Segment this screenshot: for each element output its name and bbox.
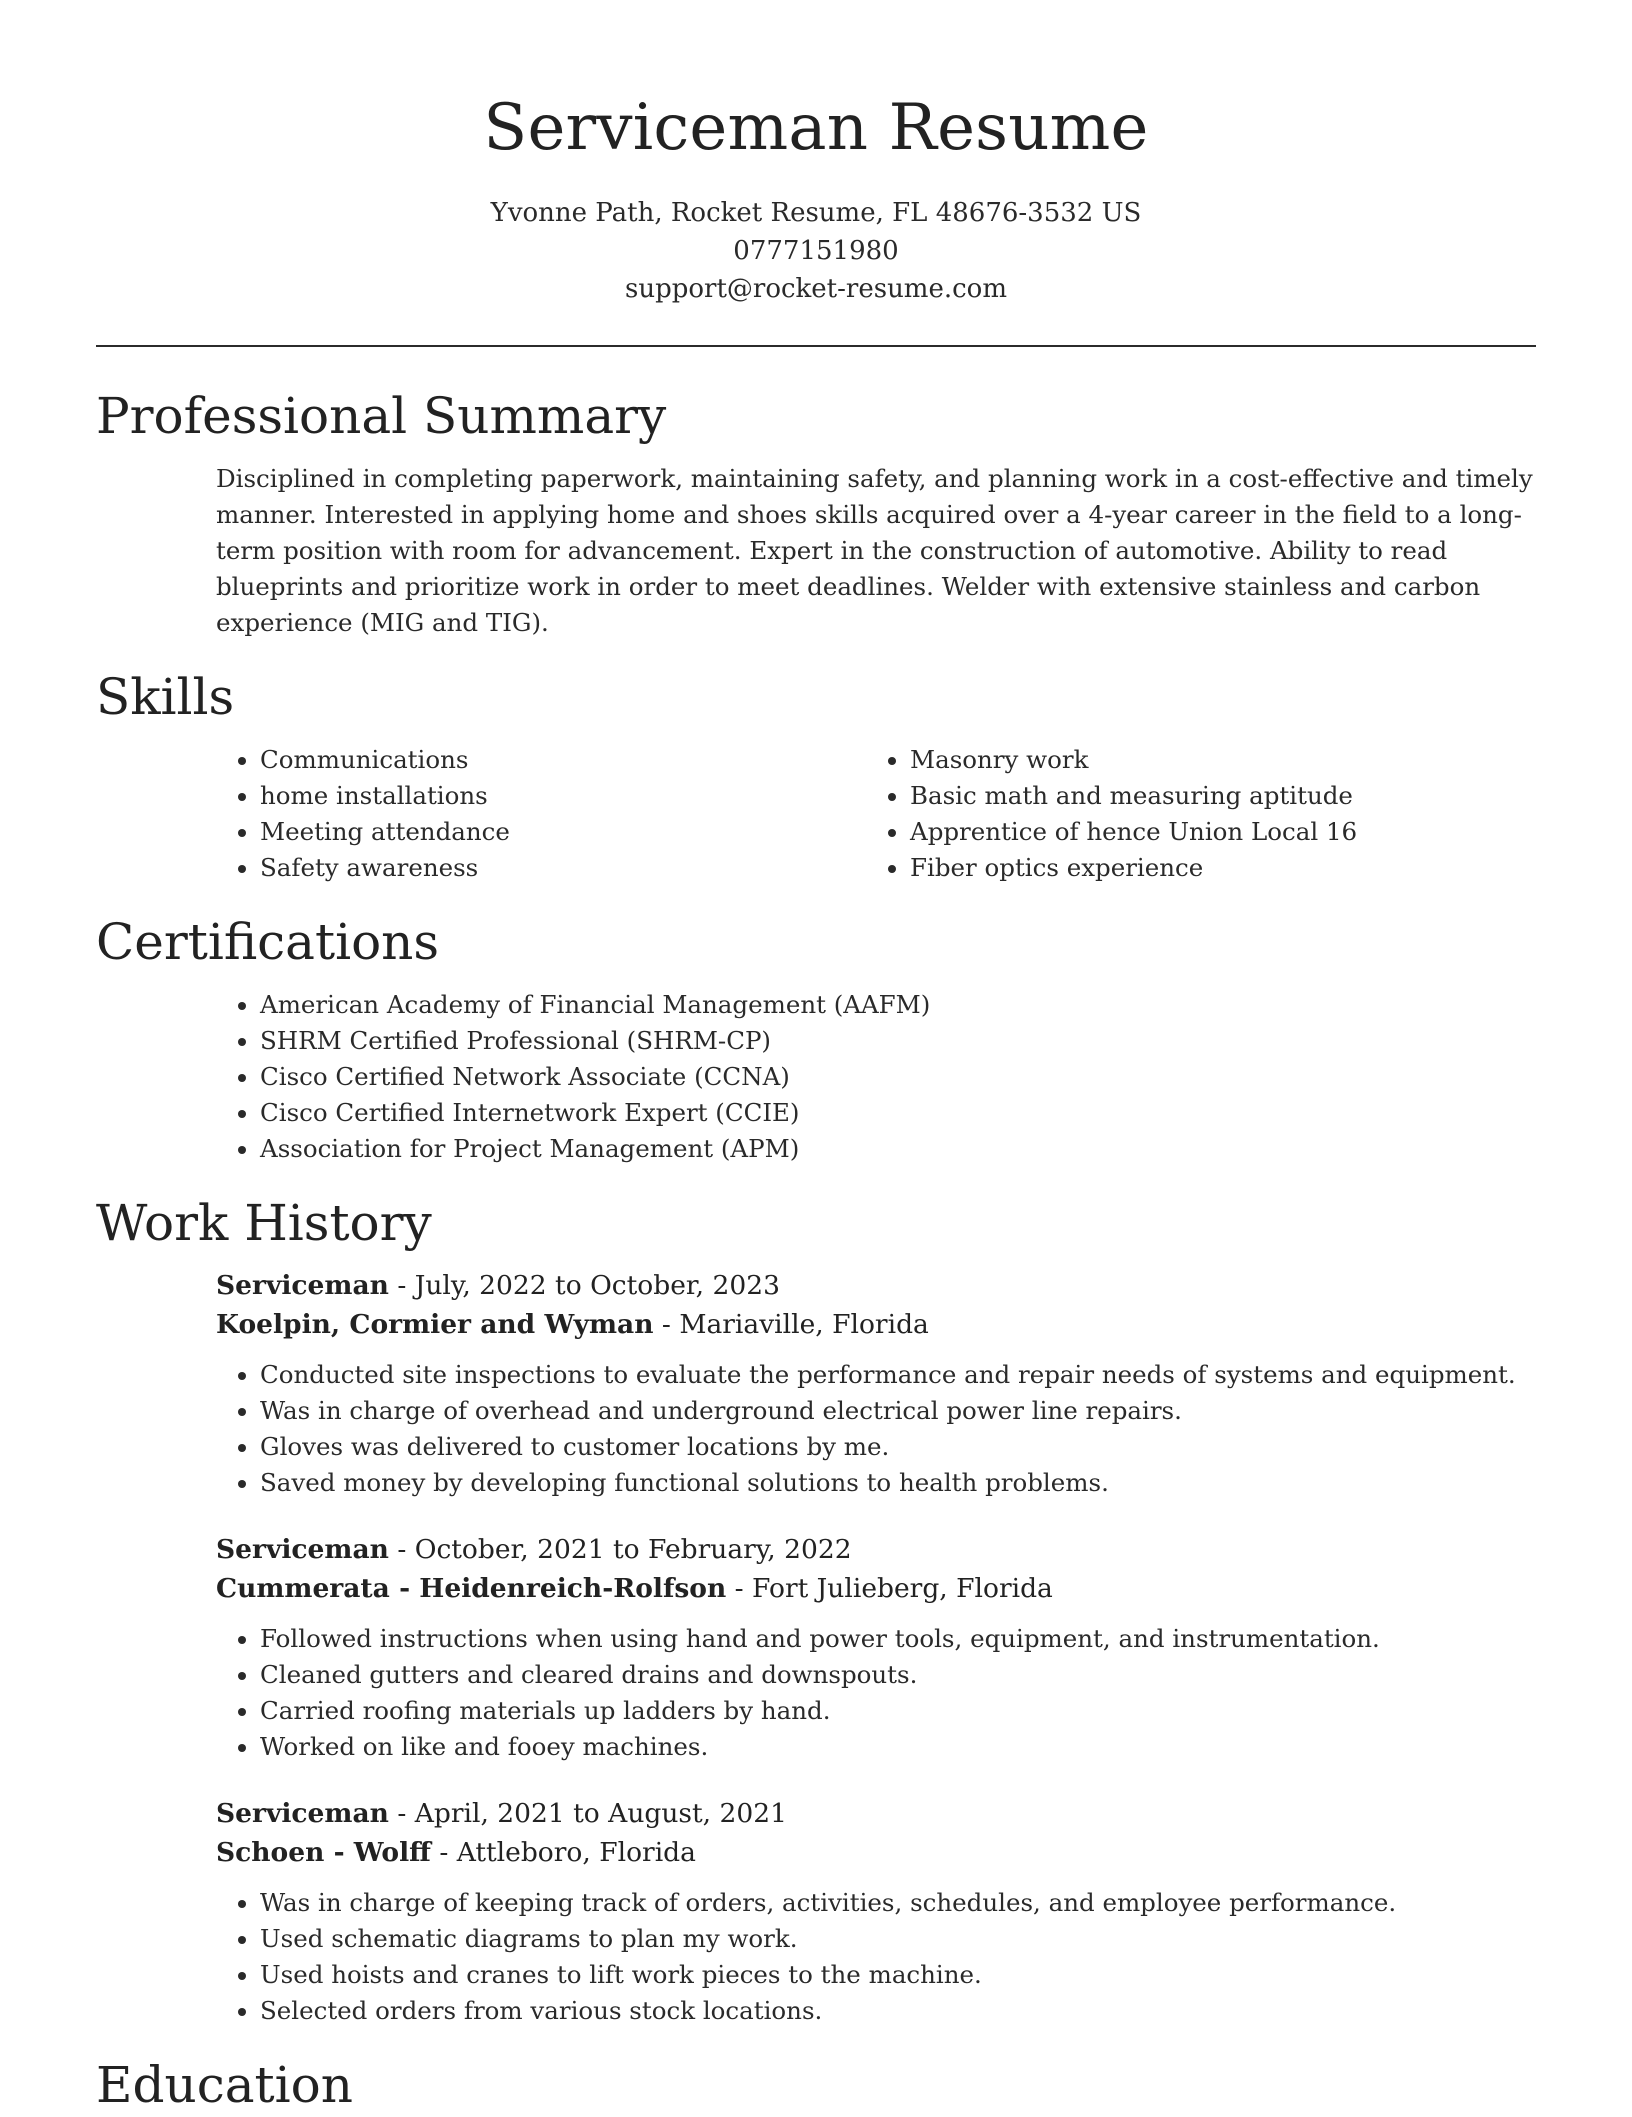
skills-heading: Skills <box>96 668 235 726</box>
education-heading: Education <box>96 2056 353 2114</box>
resume-title: Serviceman Resume <box>483 91 1149 165</box>
skill-item: • Communications <box>260 742 866 778</box>
skills-column-left <box>216 742 866 886</box>
skill-item: • Safety awareness <box>260 850 866 886</box>
job-company: Cummerata - Heidenreich-Rolfson <box>216 1573 727 1604</box>
job-separator: - <box>388 1798 415 1829</box>
contact-address: Yvonne Path, Rocket Resume, FL 48676-3532 US <box>490 198 1142 228</box>
contact-phone: 0777151980 <box>733 236 899 266</box>
job-company: Koelpin, Cormier and Wyman <box>216 1309 654 1340</box>
job-bullet: • Was in charge of keeping track of orders, activities, schedules, and employee performance. <box>260 1885 1536 1921</box>
certifications-heading: Certifications <box>96 913 440 971</box>
resume-page <box>96 0 1536 2117</box>
summary-section <box>96 384 1536 641</box>
job-bullets <box>216 1885 1536 2029</box>
job-location: Mariaville, Florida <box>679 1309 929 1340</box>
job-separator: - <box>430 1837 457 1868</box>
job-title-line <box>216 1267 1536 1305</box>
job-location: Fort Julieberg, Florida <box>752 1573 1053 1604</box>
certification-item: • SHRM Certified Professional (SHRM-CP) <box>260 1023 1536 1059</box>
certifications-list <box>216 987 1536 1167</box>
skill-item: • Masonry work <box>910 742 1516 778</box>
job-bullet: • Was in charge of overhead and underground electrical power line repairs. <box>260 1393 1536 1429</box>
job-entry <box>216 1795 1536 2029</box>
job-role: Serviceman <box>216 1270 389 1301</box>
job-company: Schoen - Wolff <box>216 1837 431 1868</box>
job-company-line <box>216 1305 1536 1345</box>
certifications-section <box>96 910 1536 1167</box>
certification-item: • American Academy of Financial Management (AAFM) <box>260 987 1536 1023</box>
skill-item: • Meeting attendance <box>260 814 866 850</box>
job-bullet: • Worked on like and fooey machines. <box>260 1729 1536 1765</box>
job-role: Serviceman <box>216 1534 389 1565</box>
work-history-heading: Work History <box>96 1194 432 1252</box>
job-dates: April, 2021 to August, 2021 <box>414 1798 787 1829</box>
skills-grid <box>216 742 1536 886</box>
job-dates: October, 2021 to February, 2022 <box>414 1534 852 1565</box>
contact-email: support@rocket-resume.com <box>624 274 1007 304</box>
job-bullets <box>216 1357 1536 1501</box>
job-location: Attleboro, Florida <box>456 1837 696 1868</box>
header-divider <box>96 345 1536 347</box>
summary-heading: Professional Summary <box>96 387 667 445</box>
work-history-section <box>96 1191 1536 2029</box>
skill-item: • Basic math and measuring aptitude <box>910 778 1516 814</box>
job-bullet: • Selected orders from various stock locations. <box>260 1993 1536 2029</box>
job-bullet: • Carried roofing materials up ladders by hand. <box>260 1693 1536 1729</box>
job-company-line <box>216 1833 1536 1873</box>
job-dates: July, 2022 to October, 2023 <box>414 1270 780 1301</box>
job-bullet: • Followed instructions when using hand and power tools, equipment, and instrumentation. <box>260 1621 1536 1657</box>
resume-header <box>96 0 1536 308</box>
job-bullet: • Conducted site inspections to evaluate the performance and repair needs of systems and equipment. <box>260 1357 1536 1393</box>
skill-item: • Apprentice of hence Union Local 16 <box>910 814 1516 850</box>
summary-text: Disciplined in completing paperwork, maintaining safety, and planning work in a cost-effective and timely manner. Interested in applying home and shoes skills acquired over a 4-year career in the field to a long-term position with room for advancement. Expert in the construction of automotive. Ability to read blueprints and prioritize work in order to meet deadlines. Welder with extensive stainless and carbon experience (MIG and TIG). <box>216 464 1533 637</box>
job-bullet: • Gloves was delivered to customer locations by me. <box>260 1429 1536 1465</box>
skill-item: • Fiber optics experience <box>910 850 1516 886</box>
job-bullets <box>216 1621 1536 1765</box>
certification-item: • Cisco Certified Network Associate (CCNA) <box>260 1059 1536 1095</box>
job-role: Serviceman <box>216 1798 389 1829</box>
job-separator: - <box>388 1270 415 1301</box>
job-separator: - <box>726 1573 753 1604</box>
certification-item: • Cisco Certified Internetwork Expert (CCIE) <box>260 1095 1536 1131</box>
job-bullet: • Used hoists and cranes to lift work pieces to the machine. <box>260 1957 1536 1993</box>
job-bullet: • Used schematic diagrams to plan my work. <box>260 1921 1536 1957</box>
job-bullet: • Saved money by developing functional solutions to health problems. <box>260 1465 1536 1501</box>
skills-column-right <box>866 742 1516 886</box>
education-section <box>96 2053 1536 2117</box>
job-entry <box>216 1267 1536 1501</box>
job-entry <box>216 1531 1536 1765</box>
job-separator: - <box>653 1309 680 1340</box>
skill-item: • home installations <box>260 778 866 814</box>
job-title-line <box>216 1531 1536 1569</box>
certification-item: • Association for Project Management (APM) <box>260 1131 1536 1167</box>
job-separator: - <box>388 1534 415 1565</box>
skills-section <box>96 665 1536 886</box>
job-bullet: • Cleaned gutters and cleared drains and downspouts. <box>260 1657 1536 1693</box>
job-title-line <box>216 1795 1536 1833</box>
job-company-line <box>216 1569 1536 1609</box>
